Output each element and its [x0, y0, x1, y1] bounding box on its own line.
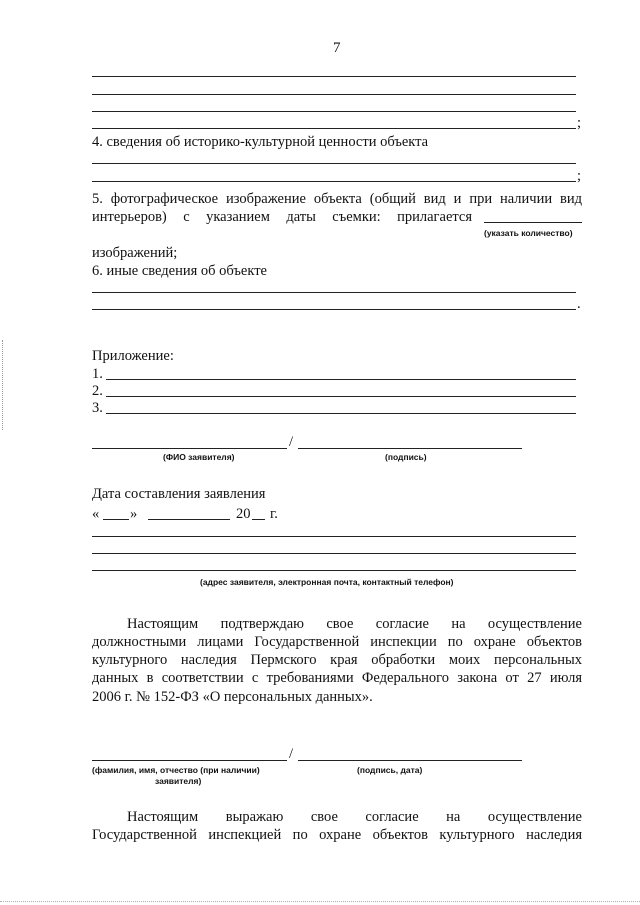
fill-line	[92, 111, 576, 112]
date-day-field[interactable]	[103, 519, 129, 520]
fill-line	[92, 76, 576, 77]
applicant-signature-field[interactable]	[298, 448, 522, 449]
appendix-title: Приложение:	[92, 348, 174, 364]
consent-1-line: должностными лицами Государственной инспекции по охране объектов	[92, 634, 582, 650]
images-word: изображений;	[92, 245, 178, 261]
fill-line	[92, 309, 576, 310]
appendix-item-field[interactable]	[106, 396, 576, 397]
appendix-item-field[interactable]	[106, 379, 576, 380]
hint-fullname: (фамилия, имя, отчество (при наличии)	[92, 765, 260, 775]
consent-2-line: Настоящим выражаю свое согласие на осуществление	[127, 809, 582, 825]
consent-2-line: Государственной инспекцией по охране объектов культурного наследия	[92, 827, 582, 843]
line-terminator: .	[577, 296, 581, 312]
line-terminator: ;	[577, 168, 582, 184]
applicant-name-field[interactable]	[92, 448, 287, 449]
address-field[interactable]	[92, 553, 576, 554]
hint-address: (адрес заявителя, электронная почта, контактный телефон)	[200, 577, 454, 587]
line-terminator: ;	[577, 115, 582, 131]
hint-quantity: (указать количество)	[484, 228, 573, 238]
date-close-quote: »	[130, 506, 138, 522]
date-open-quote: «	[92, 506, 100, 522]
section-6-heading: 6. иные сведения об объекте	[92, 263, 267, 279]
quantity-field[interactable]	[484, 222, 582, 223]
slash-separator: /	[289, 434, 294, 450]
fullname-field[interactable]	[92, 760, 287, 761]
consent-1-last-line: 2006 г. № 152-ФЗ «О персональных данных».	[92, 689, 373, 705]
date-year-field[interactable]	[252, 519, 265, 520]
hint-signature-date: (подпись, дата)	[357, 765, 423, 775]
fill-line	[92, 94, 576, 95]
fill-line	[92, 163, 576, 164]
fill-line	[92, 128, 576, 129]
hint-fullname-cont: заявителя)	[155, 776, 202, 786]
consent-1-line: культурного наследия Пермского края обработки моих персональных	[92, 652, 582, 668]
appendix-item-number: 3.	[92, 400, 103, 416]
fill-line	[92, 292, 576, 293]
slash-separator: /	[289, 746, 294, 762]
appendix-item-field[interactable]	[106, 413, 576, 414]
appendix-item-number: 1.	[92, 366, 103, 382]
section-5-line-1: 5. фотографическое изображение объекта (общий вид и при наличии вид	[92, 191, 582, 207]
page-number: 7	[333, 40, 341, 56]
date-month-field[interactable]	[148, 519, 230, 520]
scan-edge-bottom	[0, 901, 640, 902]
signature-date-field[interactable]	[298, 760, 522, 761]
hint-signature: (подпись)	[385, 452, 427, 462]
date-year-prefix: 20	[236, 506, 251, 522]
address-field[interactable]	[92, 570, 576, 571]
date-year-suffix: г.	[270, 506, 278, 522]
date-title: Дата составления заявления	[92, 486, 266, 502]
appendix-item-number: 2.	[92, 383, 103, 399]
section-4-heading: 4. сведения об историко-культурной ценности объекта	[92, 134, 429, 150]
scan-edge-left	[2, 340, 3, 430]
address-field[interactable]	[92, 536, 576, 537]
fill-line	[92, 181, 576, 182]
consent-1-line: Настоящим подтверждаю свое согласие на осуществление	[127, 616, 582, 632]
consent-1-line: данных в соответствии с требованиями Федерального закона от 27 июля	[92, 670, 582, 686]
section-5-line-2: интерьеров) с указанием даты съемки: прилагается	[92, 209, 472, 225]
hint-fio: (ФИО заявителя)	[163, 452, 235, 462]
